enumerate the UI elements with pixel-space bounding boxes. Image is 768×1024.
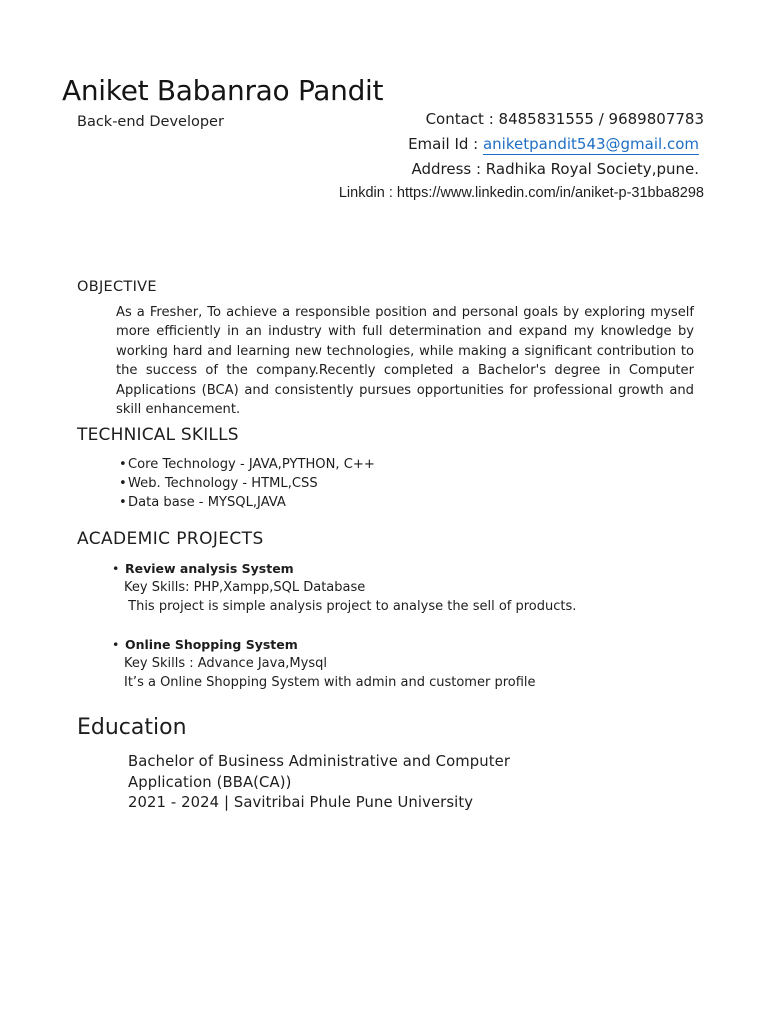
project-title-row [112, 635, 536, 654]
project-title: Online Shopping System [125, 637, 298, 652]
email-label: Email Id : [408, 135, 483, 153]
project-title-row [112, 559, 576, 578]
project-description: It’s a Online Shopping System with admin and customer profile [124, 675, 536, 690]
linkedin-line: Linkdin : https://www.linkedin.com/in/aniket-p-31bba8298 [338, 185, 704, 201]
degree-line-1: Bachelor of Business Administrative and Computer [128, 753, 511, 770]
project-skills: Key Skills : Advance Java,Mysql [124, 656, 327, 671]
email-link[interactable]: aniketpandit543@gmail.com [482, 135, 699, 153]
job-role: Back-end Developer [77, 114, 224, 130]
email-line [408, 135, 699, 153]
skills-list [119, 455, 375, 512]
skill-item [119, 455, 375, 474]
degree-line-2: Application (BBA(CA)) [128, 773, 292, 791]
bullet: • [119, 457, 127, 472]
bullet: • [119, 495, 127, 510]
skill-text: Web. Technology - HTML,CSS [128, 476, 318, 491]
objective-heading: OBJECTIVE [77, 279, 157, 295]
bullet: • [119, 476, 127, 491]
candidate-name: Aniket Babanrao Pandit [62, 74, 384, 107]
objective-text: As a Fresher, To achieve a responsible position and personal goals by exploring myself more efficiently in an industry with full determination and expand my knowledge by working hard and learning new technologies, while making a significant contribution to the success of the company.Recently completed a Bachelor's degree in Computer Applications (BCA) and consistently pursues opportunities for professional growth and skill enhancement. [116, 305, 694, 418]
skill-text: Core Technology - JAVA,PYTHON, C++ [128, 457, 375, 472]
project-skills: Key Skills: PHP,Xampp,SQL Database [124, 580, 366, 595]
project-item [112, 635, 536, 692]
address-line: Address : Radhika Royal Society,pune. [411, 160, 699, 178]
education-details: 2021 - 2024 | Savitribai Phule Pune University [128, 794, 474, 811]
bullet: • [112, 637, 120, 652]
skill-item [119, 493, 375, 512]
contact-numbers: Contact : 8485831555 / 9689807783 [425, 110, 704, 128]
education-block [128, 752, 510, 814]
project-item [112, 559, 576, 616]
skill-item [119, 474, 375, 493]
skill-text: Data base - MYSQL,JAVA [128, 495, 286, 510]
project-title: Review analysis System [125, 561, 294, 576]
projects-heading: ACADEMIC PROJECTS [77, 529, 264, 549]
project-description: This project is simple analysis project to analyse the sell of products. [124, 599, 577, 614]
bullet: • [112, 561, 120, 576]
education-heading: Education [77, 715, 187, 740]
skills-heading: TECHNICAL SKILLS [77, 425, 239, 445]
